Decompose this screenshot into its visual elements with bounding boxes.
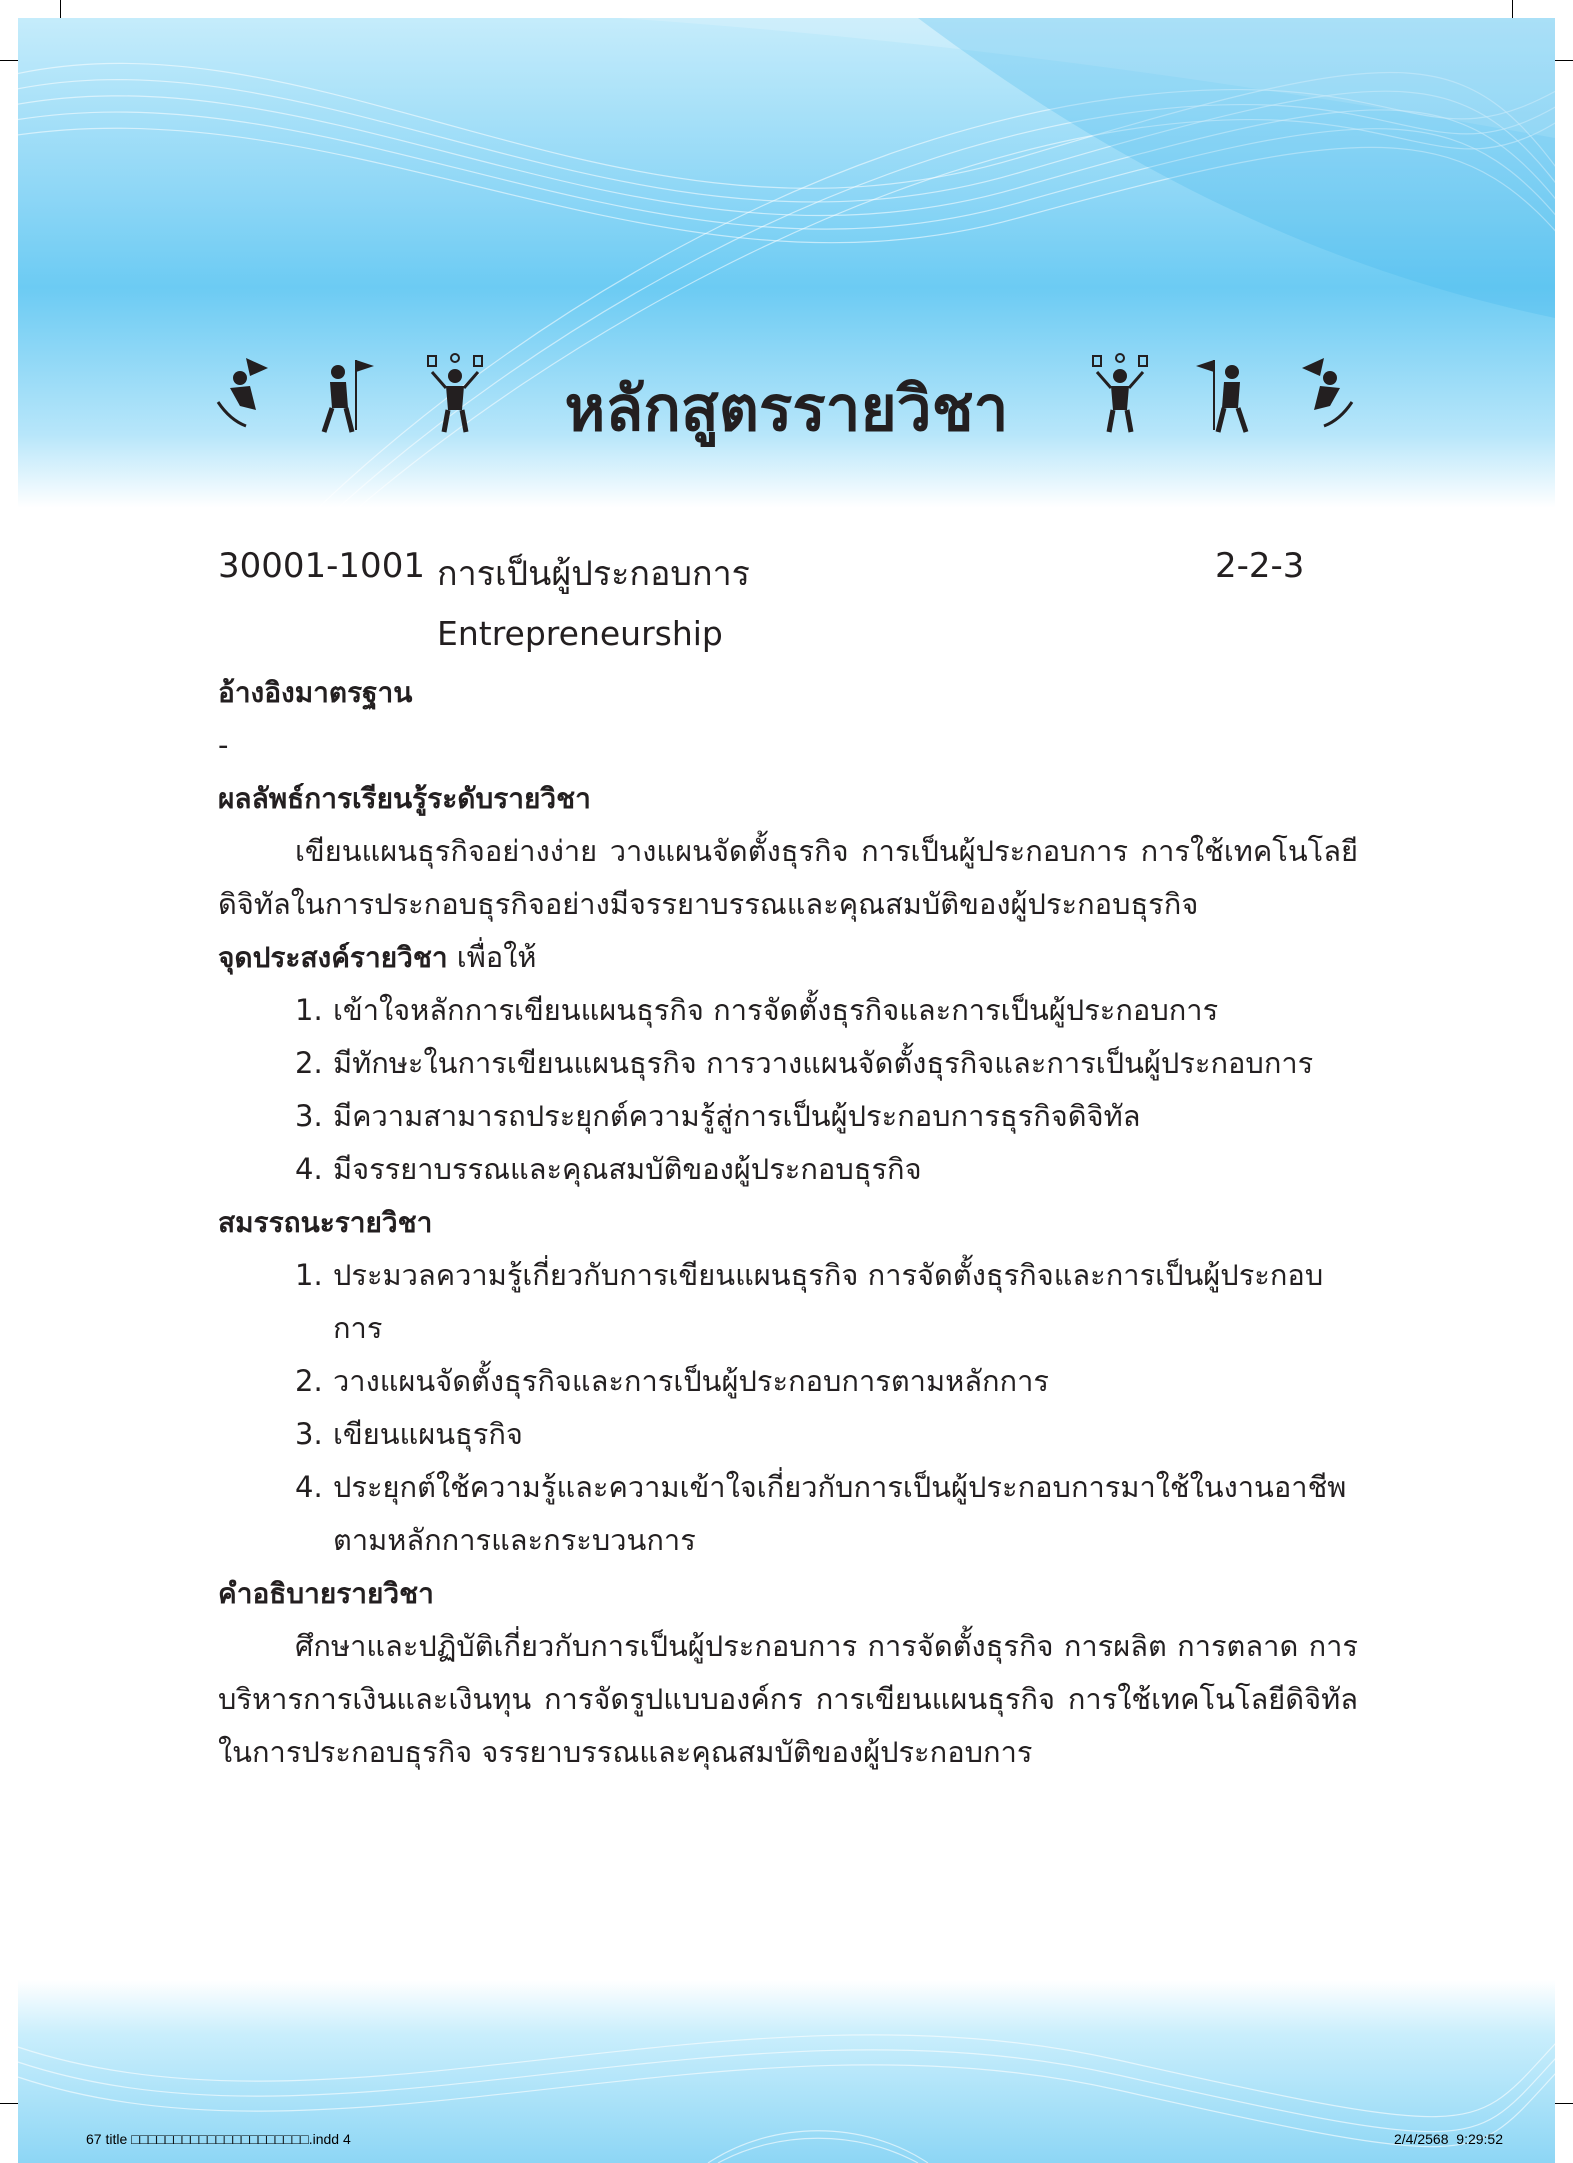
- description-text: ศึกษาและปฏิบัติเกี่ยวกับการเป็นผู้ประกอบการ การจัดตั้งธุรกิจ การผลิต การตลาด การบริหารการเงินและเงินทุน การจัดรูปแบบองค์กร การเขียนแผนธุรกิจ การใช้เทคโนโลยีดิจิทัลในการประกอบธุรกิจ จรรยาบรรณและคุณสมบัติของผู้ประกอบการ: [218, 1629, 1358, 1769]
- list-item: [218, 1355, 1358, 1408]
- list-text: มีจรรยาบรรณและคุณสมบัติของผู้ประกอบธุรกิจ: [333, 1152, 922, 1186]
- print-slug-timestamp: [1394, 2131, 1503, 2147]
- person-flag-icon: [1190, 350, 1260, 434]
- list-item: [218, 1408, 1358, 1461]
- list-item: [218, 1249, 1358, 1355]
- list-number: 3.: [295, 1417, 323, 1451]
- list-item: [218, 1090, 1358, 1143]
- course-name-english: Entrepreneurship: [437, 614, 723, 653]
- list-number: 3.: [295, 1099, 323, 1133]
- competencies-heading: สมรรถนะรายวิชา: [218, 1206, 433, 1239]
- list-text: มีความสามารถประยุกต์ความรู้สู่การเป็นผู้ประกอบการธุรกิจดิจิทัล: [333, 1099, 1141, 1133]
- objectives-heading-line: [218, 931, 1358, 984]
- list-text: ประมวลความรู้เกี่ยวกับการเขียนแผนธุรกิจ การจัดตั้งธุรกิจและการเป็นผู้ประกอบการ: [333, 1258, 1324, 1345]
- list-text: วางแผนจัดตั้งธุรกิจและการเป็นผู้ประกอบการตามหลักการ: [333, 1364, 1049, 1398]
- list-item: [218, 1143, 1358, 1196]
- list-item: [218, 1037, 1358, 1090]
- slug-date: 2/4/2568: [1394, 2131, 1449, 2147]
- course-details: [218, 666, 1358, 1779]
- list-number: 2.: [295, 1046, 323, 1080]
- objectives-suffix: เพื่อให้: [447, 940, 537, 974]
- list-number: 2.: [295, 1364, 323, 1398]
- person-juggling-icon: [1085, 350, 1155, 434]
- course-credits: 2-2-3: [1215, 546, 1305, 586]
- slug-time: 9:29:52: [1456, 2131, 1503, 2147]
- outcomes-text: เขียนแผนธุรกิจอย่างง่าย วางแผนจัดตั้งธุรกิจ การเป็นผู้ประกอบการ การใช้เทคโนโลยีดิจิทัลในการประกอบธุรกิจอย่างมีจรรยาบรรณและคุณสมบัติของผู้ประกอบธุรกิจ: [218, 834, 1358, 921]
- standards-value: -: [218, 728, 229, 762]
- list-text: เขียนแผนธุรกิจ: [333, 1417, 523, 1451]
- list-text: เข้าใจหลักการเขียนแผนธุรกิจ การจัดตั้งธุรกิจและการเป็นผู้ประกอบการ: [333, 993, 1219, 1027]
- person-flag-icon: [1290, 350, 1360, 434]
- description-heading: คำอธิบายรายวิชา: [218, 1577, 434, 1610]
- page-title: หลักสูตรรายวิชา: [564, 372, 1009, 445]
- course-code: 30001-1001: [218, 546, 425, 586]
- print-slug-file: 67 title □□□□□□□□□□□□□□□□□□□□□.indd 4: [86, 2131, 351, 2147]
- list-number: 4.: [295, 1152, 323, 1186]
- standards-heading: อ้างอิงมาตรฐาน: [218, 676, 413, 709]
- list-number: 4.: [295, 1470, 323, 1504]
- list-number: 1.: [295, 993, 323, 1027]
- list-item: [218, 984, 1358, 1037]
- competencies-list: [218, 1249, 1358, 1567]
- course-name-thai: การเป็นผู้ประกอบการ: [437, 554, 750, 594]
- list-item: [218, 1461, 1358, 1567]
- list-text: ประยุกต์ใช้ความรู้และความเข้าใจเกี่ยวกับการเป็นผู้ประกอบการมาใช้ในงานอาชีพตามหลักการและกระบวนการ: [333, 1470, 1347, 1557]
- objectives-heading: จุดประสงค์รายวิชา: [218, 941, 448, 974]
- objectives-list: [218, 984, 1358, 1196]
- list-number: 1.: [295, 1258, 323, 1292]
- outcomes-heading: ผลลัพธ์การเรียนรู้ระดับรายวิชา: [218, 782, 591, 815]
- list-text: มีทักษะในการเขียนแผนธุรกิจ การวางแผนจัดตั้งธุรกิจและการเป็นผู้ประกอบการ: [333, 1046, 1314, 1080]
